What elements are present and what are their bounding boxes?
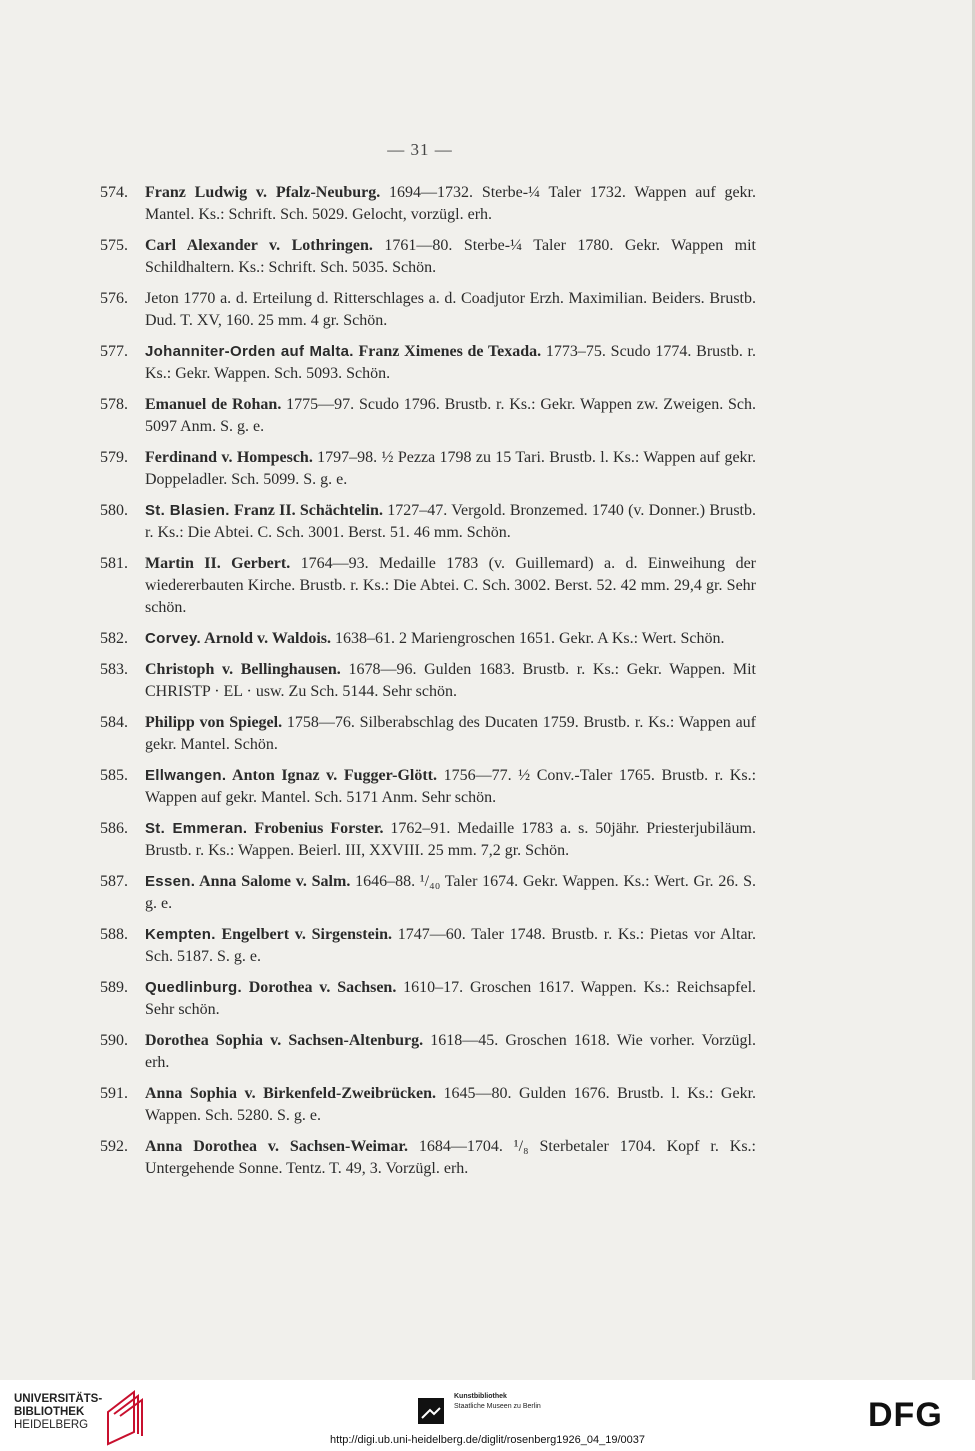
kb-line2: Staatliche Museen zu Berlin <box>454 1403 541 1410</box>
footer <box>0 1380 975 1451</box>
entry-number: 583. <box>100 661 128 678</box>
entry-ruler-name: Martin II. Gerbert. <box>145 555 291 572</box>
entry-description: Jeton 1770 a. d. Erteilung d. Ritterschlages a. d. Coadjutor Erzh. Maximilian. Beiders. Brustb. Dud. T. XV, 160. 25 mm. 4 gr. Schön. <box>145 290 756 329</box>
entry-description: 1618—45. Groschen 1618. Wie vorher. Vorzügl. erh. <box>145 1032 756 1071</box>
entry-place: Ellwangen. <box>145 767 227 784</box>
entry-ruler-name: Carl Alexander v. Lothringen. <box>145 237 373 254</box>
catalog-entry <box>100 1030 756 1074</box>
entry-ruler-name: Anna Dorothea v. Sachsen-Weimar. <box>145 1138 408 1155</box>
entry-ruler-name: Frobenius Forster. <box>247 820 384 837</box>
entry-description: 1610–17. Groschen 1617. Wappen. Ks.: Reichsapfel. Sehr schön. <box>145 979 757 1018</box>
kb-line1: Kunstbibliothek <box>454 1393 507 1400</box>
catalog-entry <box>100 500 756 544</box>
kunstbibliothek-text <box>454 1392 541 1412</box>
kunstbibliothek-mark-icon <box>418 1398 444 1424</box>
entry-description: 1694—1732. Sterbe-¼ Taler 1732. Wappen auf gekr. Mantel. Ks.: Schrift. Sch. 5029. Gelocht, vorzügl. erh. <box>145 184 756 223</box>
dfg-logo-text: DFG <box>868 1396 943 1432</box>
entry-number: 576. <box>100 290 128 307</box>
ub-logo-line1: UNIVERSITÄTS- <box>14 1393 103 1405</box>
entry-number: 590. <box>100 1032 128 1049</box>
entry-number: 577. <box>100 343 128 360</box>
entry-description: 1761—80. Sterbe-¼ Taler 1780. Gekr. Wappen mit Schildhaltern. Ks.: Schrift. Sch. 5035. Schön. <box>145 237 757 276</box>
catalog-entry <box>100 447 756 491</box>
entry-description: 1756—77. ½ Conv.-Taler 1765. Brustb. r. Ks.: Wappen auf gekr. Mantel. Sch. 5171 Anm. Sehr schön. <box>145 767 757 806</box>
entry-ruler-name: Christoph v. Bellinghausen. <box>145 661 341 678</box>
catalog-entry <box>100 924 756 968</box>
entry-number: 581. <box>100 555 128 572</box>
entry-description: 1764—93. Medaille 1783 (v. Guillemard) a. d. Einweihung der wiedererbauten Kirche. Brustb. r. Ks.: Die Abtei. C. Sch. 3002. Berst. 52. 42 mm. 29,4 gr. Sehr schön. <box>145 555 757 616</box>
kunstbibliothek-logo[interactable] <box>418 1392 618 1432</box>
entry-number: 585. <box>100 767 128 784</box>
dfg-logo[interactable] <box>868 1396 960 1432</box>
entry-place: St. Emmeran. <box>145 820 248 837</box>
entry-place: Corvey. <box>145 630 202 647</box>
entry-description: 1797–98. ½ Pezza 1798 zu 15 Tari. Brustb. l. Ks.: Wappen auf gekr. Doppeladler. Sch. 5099. S. g. e. <box>145 449 756 488</box>
ub-logo-text <box>14 1393 102 1432</box>
entry-ruler-name: Franz II. Schächtelin. <box>229 502 383 519</box>
catalog-entry <box>100 712 756 756</box>
entry-number: 588. <box>100 926 128 943</box>
catalog-entry <box>100 628 756 650</box>
entry-ruler-name: Anton Ignaz v. Fugger-Glött. <box>226 767 437 784</box>
entry-ruler-name: Engelbert v. Sirgenstein. <box>215 926 393 943</box>
catalog-entry <box>100 977 756 1021</box>
entry-description: 1775—97. Scudo 1796. Brustb. r. Ks.: Gekr. Wappen zw. Zweigen. Sch. 5097 Anm. S. g. e. <box>145 396 756 435</box>
entry-ruler-name: Philipp von Spiegel. <box>145 714 283 731</box>
entry-description: 1646–88. ¹/₄₀ Taler 1674. Gekr. Wappen. Ks.: Wert. Gr. 26. S. g. e. <box>145 873 757 912</box>
entry-number: 578. <box>100 396 128 413</box>
catalog-entry <box>100 235 756 279</box>
entry-ruler-name: Arnold v. Waldois. <box>201 630 331 647</box>
entry-number: 587. <box>100 873 128 890</box>
entry-number: 589. <box>100 979 128 996</box>
entry-description: 1727–47. Vergold. Bronzemed. 1740 (v. Donner.) Brustb. r. Ks.: Die Abtei. C. Sch. 3001. Berst. 51. 46 mm. Schön. <box>145 502 757 541</box>
catalog-entry <box>100 341 756 385</box>
entry-description: 1645—80. Gulden 1676. Brustb. l. Ks.: Gekr. Wappen. Sch. 5280. S. g. e. <box>145 1085 757 1124</box>
catalog-entry <box>100 182 756 226</box>
entry-ruler-name: Ferdinand v. Hompesch. <box>145 449 313 466</box>
entry-number: 586. <box>100 820 128 837</box>
entry-description: 1762–91. Medaille 1783 a. s. 50jähr. Priesterjubiläum. Brustb. r. Ks.: Wappen. Beierl. III, XXVIII. 25 mm. 7,2 gr. Schön. <box>145 820 756 859</box>
entry-number: 592. <box>100 1138 128 1155</box>
entry-number: 591. <box>100 1085 128 1102</box>
entry-ruler-name: Franz Ludwig v. Pfalz-Neuburg. <box>145 184 381 201</box>
catalog-entry <box>100 553 756 619</box>
entry-place: Johanniter-Orden auf Malta. <box>145 343 354 360</box>
catalog-entry <box>100 394 756 438</box>
entry-description: 1684—1704. ¹/₈ Sterbetaler 1704. Kopf r. Ks.: Untergehende Sonne. Tentz. T. 49, 3. Vorzügl. erh. <box>145 1138 756 1177</box>
catalog-entry <box>100 288 756 332</box>
entry-description: 1747—60. Taler 1748. Brustb. r. Ks.: Pietas vor Altar. Sch. 5187. S. g. e. <box>145 926 757 965</box>
ub-logo-line3: HEIDELBERG <box>14 1419 89 1431</box>
entry-place: Quedlinburg. <box>145 979 242 996</box>
entry-description: 1678—96. Gulden 1683. Brustb. r. Ks.: Gekr. Wappen. Mit CHRISTP · EL · usw. Zu Sch. 5144. Sehr schön. <box>145 661 756 700</box>
catalog-entry <box>100 818 756 862</box>
entry-place: Essen. <box>145 873 196 890</box>
entry-number: 580. <box>100 502 128 519</box>
entry-description: 1638–61. 2 Mariengroschen 1651. Gekr. A Ks.: Wert. Schön. <box>331 630 725 647</box>
catalog-entry <box>100 765 756 809</box>
entry-ruler-name: Anna Sophia v. Birkenfeld-Zweibrücken. <box>145 1085 436 1102</box>
entry-ruler-name: Dorothea v. Sachsen. <box>241 979 397 996</box>
entry-description: 1758—76. Silberabschlag des Ducaten 1759. Brustb. r. Ks.: Wappen auf gekr. Mantel. Schön. <box>145 714 756 753</box>
entry-number: 582. <box>100 630 128 647</box>
entry-place: Kempten. <box>145 926 216 943</box>
entry-ruler-name: Dorothea Sophia v. Sachsen-Altenburg. <box>145 1032 424 1049</box>
entry-number: 584. <box>100 714 128 731</box>
catalog-entry <box>100 871 756 915</box>
entry-description: 1773–75. Scudo 1774. Brustb. r. Ks.: Gekr. Wappen. Sch. 5093. Schön. <box>145 343 756 382</box>
ub-logo-line2: BIBLIOTHEK <box>14 1406 85 1418</box>
catalog-entry <box>100 1083 756 1127</box>
entry-number: 574. <box>100 184 128 201</box>
entry-place: St. Blasien. <box>145 502 230 519</box>
entry-number: 579. <box>100 449 128 466</box>
page-number: — 31 — <box>387 140 453 159</box>
permalink-url[interactable]: http://digi.ub.uni-heidelberg.de/diglit/rosenberg1926_04_19/0037 <box>330 1434 645 1446</box>
catalog-entry <box>100 659 756 703</box>
entry-ruler-name: Franz Ximenes de Texada. <box>353 343 542 360</box>
entry-ruler-name: Emanuel de Rohan. <box>145 396 282 413</box>
entry-ruler-name: Anna Salome v. Salm. <box>195 873 351 890</box>
catalog-entries <box>100 182 756 1189</box>
entry-number: 575. <box>100 237 128 254</box>
catalog-entry <box>100 1136 756 1180</box>
